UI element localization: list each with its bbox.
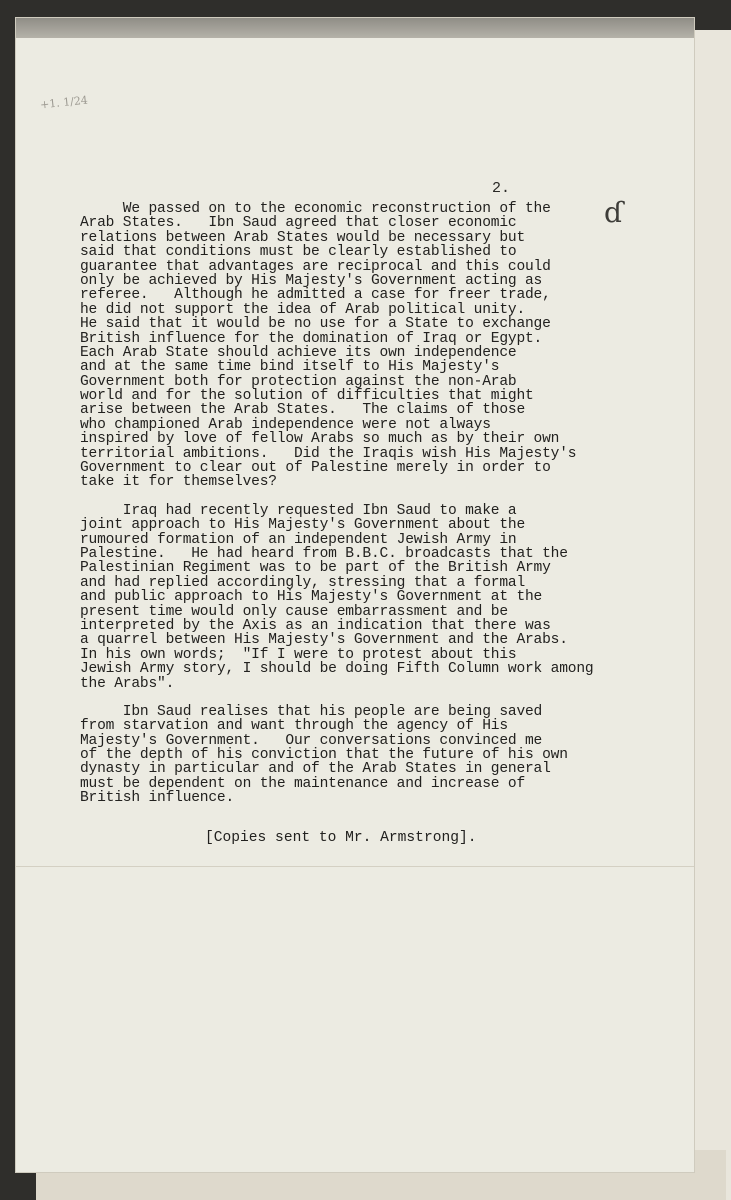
fold-crease xyxy=(16,866,694,867)
text-line: inspired by love of fellow Arabs so much as by their own xyxy=(80,431,560,448)
text-line: Iraq had recently requested Ibn Saud to make a xyxy=(80,502,517,519)
text-line: and had replied accordingly, stressing that a formal xyxy=(80,574,525,591)
text-line: Ibn Saud realises that his people are being saved xyxy=(80,703,543,720)
text-line: said that conditions must be clearly established to xyxy=(80,244,517,261)
text-line: a quarrel between His Majesty's Government and the Arabs. xyxy=(80,632,568,649)
copies-note: [Copies sent to Mr. Armstrong]. xyxy=(205,830,477,846)
text-line: and at the same time bind itself to His Majesty's xyxy=(80,359,500,376)
paragraph xyxy=(80,202,600,490)
text-line: only be achieved by His Majesty's Government acting as xyxy=(80,272,543,289)
text-line: present time would only cause embarrassment and be xyxy=(80,603,508,620)
text-line: British influence for the domination of Iraq or Egypt. xyxy=(80,330,543,347)
text-line: Majesty's Government. Our conversations convinced me xyxy=(80,732,543,749)
paragraph xyxy=(80,705,600,806)
handwritten-mark: ɗ xyxy=(604,196,624,229)
text-line: Each Arab State should achieve its own independence xyxy=(80,344,517,361)
text-line: of the depth of his conviction that the future of his own xyxy=(80,747,568,764)
page-number: 2. xyxy=(492,180,511,197)
text-line: referee. Although he admitted a case for freer trade, xyxy=(80,287,551,304)
paragraph xyxy=(80,504,600,691)
text-line: who championed Arab independence were not always xyxy=(80,416,491,433)
text-line: must be dependent on the maintenance and increase of xyxy=(80,775,525,792)
text-line: world and for the solution of difficulties that might xyxy=(80,388,534,405)
text-line: British influence. xyxy=(80,790,235,807)
pencil-margin-note: +1. 1/24 xyxy=(39,93,89,112)
text-line: Government to clear out of Palestine merely in order to xyxy=(80,460,551,477)
body-text xyxy=(80,202,600,820)
text-line: take it for themselves? xyxy=(80,474,277,491)
text-line: rumoured formation of an independent Jewish Army in xyxy=(80,531,517,548)
text-line: Jewish Army story, I should be doing Fifth Column work among xyxy=(80,661,594,678)
text-line: Government both for protection against the non-Arab xyxy=(80,373,517,390)
text-line: We passed on to the economic reconstruction of the xyxy=(80,201,551,217)
top-edge-band xyxy=(16,18,694,38)
text-line: and public approach to His Majesty's Government at the xyxy=(80,589,543,606)
text-line: relations between Arab States would be necessary but xyxy=(80,229,525,246)
text-line: Palestine. He had heard from B.B.C. broadcasts that the xyxy=(80,545,568,562)
text-line: he did not support the idea of Arab political unity. xyxy=(80,301,525,318)
text-line: Palestinian Regiment was to be part of the British Army xyxy=(80,560,551,577)
text-line: interpreted by the Axis as an indication that there was xyxy=(80,617,551,634)
text-line: territorial ambitions. Did the Iraqis wish His Majesty's xyxy=(80,445,577,462)
text-line: He said that it would be no use for a State to exchange xyxy=(80,316,551,333)
text-line: joint approach to His Majesty's Government about the xyxy=(80,517,525,534)
text-line: guarantee that advantages are reciprocal and this could xyxy=(80,258,551,275)
text-line: dynasty in particular and of the Arab States in general xyxy=(80,761,551,778)
text-line: arise between the Arab States. The claims of those xyxy=(80,402,525,419)
text-line: In his own words; "If I were to protest about this xyxy=(80,646,517,663)
text-line: the Arabs". xyxy=(80,675,175,692)
text-line: from starvation and want through the agency of His xyxy=(80,718,508,735)
text-line: Arab States. Ibn Saud agreed that closer economic xyxy=(80,215,517,232)
